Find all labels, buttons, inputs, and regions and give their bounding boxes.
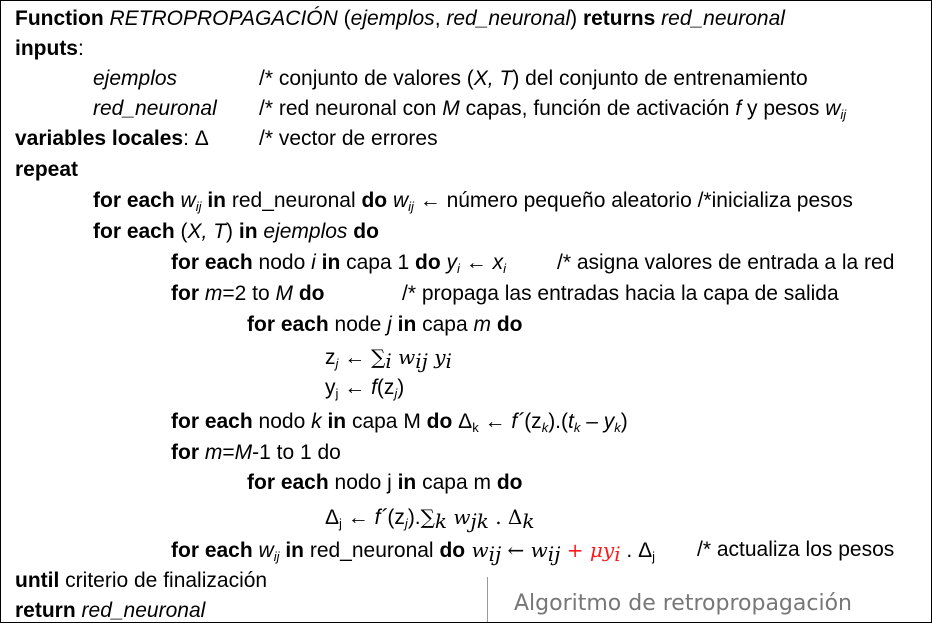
sub-j: j [335,386,339,401]
paren-open: ( [174,220,188,243]
text: nodo j [328,471,398,494]
sub-i: i [614,542,621,566]
text: ).( [548,410,569,433]
sub-jk: jk [470,509,489,533]
forward-comment: /* propaga las entradas hacia la capa de salida [402,282,839,305]
until-condition: criterio de finalización [59,569,268,592]
comment-part: y pesos [741,97,826,120]
var-w: w [180,189,196,212]
kw-for-each: for each [93,189,175,212]
kw-for-each: for each [171,410,253,433]
var-M: M [234,441,253,464]
locals-comment: /* vector de errores [259,127,438,150]
paren-close: ) [397,376,405,399]
input-red-name: red_neuronal [93,97,217,120]
return-value: red_neuronal [75,599,206,622]
comment-xt: X, T [473,67,513,90]
var-w: w [465,538,489,562]
func-f-prime: f´ [511,410,525,433]
sum-symbol: ∑ [371,345,386,369]
sub-j: j [652,549,656,564]
arg: (z [376,376,395,399]
kw-do: do [439,539,466,562]
input-red-comment [259,97,846,127]
kw-in: in [285,539,304,562]
paren-open: ( [337,7,351,30]
inputs-colon: : [78,37,84,60]
kw-do: do [415,251,441,274]
kw-do: do [496,313,523,336]
var-j: j [387,313,392,336]
forward-inner-line [247,313,523,337]
figure-caption: Algoritmo de retropropagación [514,591,852,616]
sub-k: k [614,420,621,435]
yj-equation [325,376,404,406]
comment-part: /* conjunto de valores ( [259,67,474,90]
sub-j: j [335,356,339,371]
kw-do: do [496,471,523,494]
kw-in: in [327,410,347,433]
text: nodo [252,410,312,433]
var-m: m [473,313,491,336]
text: node [328,313,388,336]
sub-i: i [457,261,460,276]
sub-ij: ij [195,199,202,214]
sub-ij: ij [408,199,414,214]
arrow: ← [341,506,375,529]
var-y: y [603,410,615,433]
text: nodo [252,251,312,274]
kw-do: do [353,220,379,243]
kw-in: in [207,189,227,212]
kw-returns: returns [582,7,656,30]
sub-k: k [573,420,581,435]
kw-in: in [397,313,417,336]
var-x: x [492,251,504,274]
var-y: y [446,251,458,274]
sub-ij: ij [415,349,428,373]
sub-i: i [385,349,392,373]
var-t: t [568,410,574,433]
sub-k: k [434,509,448,533]
locals-colon: : [183,127,195,150]
func-f: f [371,376,377,399]
forward-line [171,282,324,306]
until-line [15,569,267,593]
kw-function: Function [15,7,104,30]
comment-part: ) del conjunto de entrenamiento [512,67,808,90]
var-m: m [204,282,223,305]
init-assign: ← número pequeño aleatorio /*inicializa pesos [413,189,853,212]
arrow: ← [459,251,493,274]
arrow: ← [338,346,372,369]
backward-line [171,441,341,465]
var-m: m [204,441,223,464]
comment-part: capas, función de activación [459,97,736,120]
comment-f: f [735,97,742,120]
learning-rate-term: + μy [560,538,615,562]
sub-j: j [339,516,342,531]
kw-for-each: for each [247,471,329,494]
caption-divider [487,577,488,622]
kw-do: do [426,410,453,433]
inputs-keyword: inputs [15,37,78,60]
locals-keyword: variables locales [15,127,184,150]
return-type: red_neuronal [661,7,785,30]
var-k: k [311,410,322,433]
delta-symbol: Δ [325,506,340,529]
paren-close: ) [570,7,583,30]
var-M: M [275,282,293,305]
sub-ij: ij [547,542,561,566]
var-w: w [392,189,409,212]
text: ). [407,506,421,529]
var-y: y [325,376,336,399]
kw-until: until [15,569,60,592]
delta-symbol: Δ [194,127,209,150]
zj-equation [325,345,452,376]
input-ejemplos-name: ejemplos [93,67,178,90]
input-ejemplos-comment [259,67,808,91]
param-ejemplos: ejemplos [350,7,435,30]
paren-close: ) [620,410,628,433]
inputs-label [15,37,84,61]
function-header [15,7,785,31]
arrow: ← [478,410,512,433]
sub-i: i [503,261,506,276]
var-w: w [447,505,471,529]
sub-ij: ij [488,542,502,566]
kw-in: in [397,471,417,494]
sub-ij: ij [273,549,280,564]
arg: (z [387,506,405,529]
comment-w: w [825,97,841,120]
var-xt: X, T [187,220,227,243]
kw-do: do [298,282,325,305]
sub-i: i [445,349,452,373]
delta-symbol: . Δ [488,505,523,529]
sum-symbol: ∑ [420,505,435,529]
update-comment: /* actualiza los pesos [697,538,895,561]
var-w: w [391,345,416,369]
range: =2 to [222,282,276,305]
deltaj-equation [325,505,535,536]
comment-ij: ij [840,107,847,122]
delta-symbol: . Δ [620,539,653,562]
sub-k: k [472,420,479,435]
equals: = [222,441,235,464]
var-ejemplos: ejemplos [263,220,348,243]
text: capa m [416,471,497,494]
init-weights-line [93,189,853,219]
comment-m: M [442,97,460,120]
kw-return: return [15,599,76,622]
kw-for-each: for each [171,251,253,274]
var-i: i [311,251,316,274]
comment-part: /* red neuronal con [259,97,443,120]
kw-repeat: repeat [15,158,79,181]
kw-for-each: for each [247,313,329,336]
return-line [15,599,205,623]
text: capa [416,313,474,336]
sub-k: k [541,420,549,435]
arrow: ← [501,538,531,562]
update-line [171,538,655,569]
arg: (z [524,410,542,433]
backward-inner-line [247,471,522,495]
func-f-prime: f´ [374,506,388,529]
text: capa 1 [340,251,416,274]
minus: – [580,410,604,433]
param-red: red_neuronal [446,7,571,30]
input-layer-line [171,251,506,281]
sub-k: k [522,509,535,533]
range: -1 to 1 do [252,441,341,464]
loop-ejemplos-line [93,220,379,244]
update-target: red_neuronal [304,539,440,562]
comma: , [434,7,447,30]
kw-in: in [238,220,258,243]
kw-for-each: for each [93,220,175,243]
paren-close: ) [226,220,239,243]
input-layer-comment: /* asigna valores de entrada a la red [557,251,895,274]
delta-symbol: Δ [452,410,473,433]
kw-do: do [361,189,388,212]
sub-j: j [404,516,408,531]
init-target: red_neuronal [226,189,362,212]
kw-for-each: for each [171,539,253,562]
locals-line [15,127,209,151]
var-z: z [325,346,336,369]
text: capa M [346,410,427,433]
kw-for: for [171,441,199,464]
var-w: w [530,538,548,562]
var-w: w [252,539,274,562]
kw-for: for [171,282,199,305]
function-name: RETROPROPAGACIÓN [109,7,338,30]
sub-j: j [394,386,398,401]
arrow: ← [338,376,372,399]
kw-in: in [321,251,341,274]
output-error-line [171,410,628,440]
var-y: y [427,345,446,369]
